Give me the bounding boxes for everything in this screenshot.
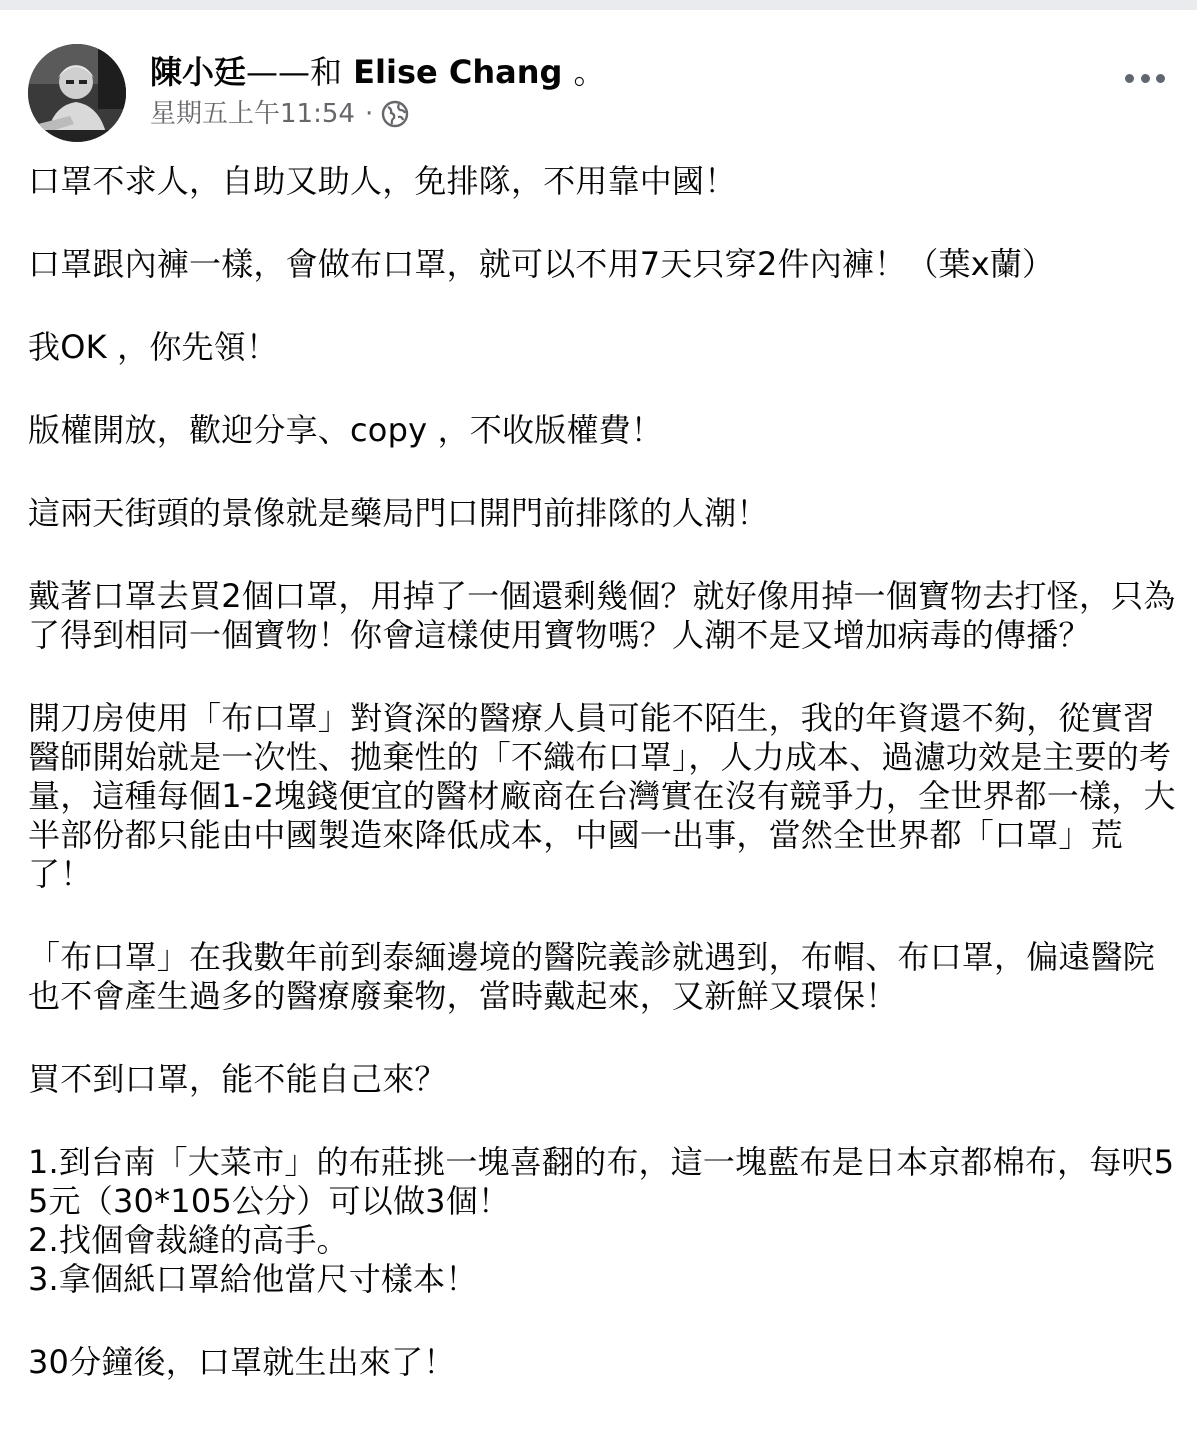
more-options-icon[interactable] — [1125, 66, 1165, 90]
post-paragraph: 口罩不求人，自助又助人，免排隊，不用靠中國！ — [28, 162, 737, 200]
with-connector: ——和 — [246, 53, 343, 91]
post-body — [28, 162, 1178, 1382]
post-header — [150, 52, 606, 92]
facebook-post — [0, 10, 1197, 1440]
tagged-user[interactable]: Elise Chang — [353, 53, 563, 91]
post-paragraph: 戴著口罩去買2個口罩，用掉了一個還剩幾個？就好像用掉一個寶物去打怪，只為了得到相同一個寶物！你會這樣使用寶物嗎？人潮不是又增加病毒的傳播？ — [28, 577, 1176, 654]
top-divider — [0, 0, 1197, 10]
post-timestamp[interactable]: 星期五上午11:54 — [150, 99, 355, 129]
post-paragraph: 口罩跟內褲一樣，會做布口罩，就可以不用7天只穿2件內褲！（葉x蘭） — [28, 245, 1055, 283]
list-item: 3.拿個紙口罩給他當尺寸樣本！ — [28, 1260, 478, 1298]
post-paragraph: 這兩天街頭的景像就是藥局門口開門前排隊的人潮！ — [28, 494, 769, 532]
post-paragraph: 「布口罩」在我數年前到泰緬邊境的醫院義診就遇到，布帽、布口罩，偏遠醫院也不會產生過多的醫療廢棄物，當時戴起來，又新鮮又環保！ — [28, 938, 1156, 1015]
avatar[interactable] — [28, 44, 126, 142]
closing-line: 30分鐘後，口罩就生出來了！ — [28, 1343, 456, 1381]
globe-icon[interactable] — [381, 100, 409, 128]
steps-list — [28, 1143, 1178, 1299]
meta-separator: · — [364, 99, 374, 129]
list-item: 1.到台南「大菜市」的布莊挑一塊喜翻的布，這一塊藍布是日本京都棉布，每呎55元（30*105公分）可以做3個！ — [28, 1143, 1175, 1220]
post-paragraph: 開刀房使用「布口罩」對資深的醫療人員可能不陌生，我的年資還不夠，從實習醫師開始就是一次性、拋棄性的「不織布口罩」，人力成本、過濾功效是主要的考量，這種每個1-2塊錢便宜的醫材廠商在台灣實在沒有競爭力，全世界都一樣，大半部份都只能由中國製造來降低成本，中國一出事，當然全世界都「口罩」荒了！ — [28, 699, 1176, 893]
header-suffix: 。 — [573, 53, 606, 91]
author-name[interactable]: 陳小廷 — [150, 53, 247, 91]
post-paragraph: 買不到口罩，能不能自己來？ — [28, 1060, 447, 1098]
post-meta — [150, 96, 409, 132]
avatar-photo — [28, 44, 126, 142]
list-item: 2.找個會裁縫的高手。 — [28, 1221, 349, 1259]
post-paragraph: 版權開放，歡迎分享、copy ，不收版權費！ — [28, 411, 663, 449]
post-paragraph: 我OK ，你先領！ — [28, 328, 279, 366]
